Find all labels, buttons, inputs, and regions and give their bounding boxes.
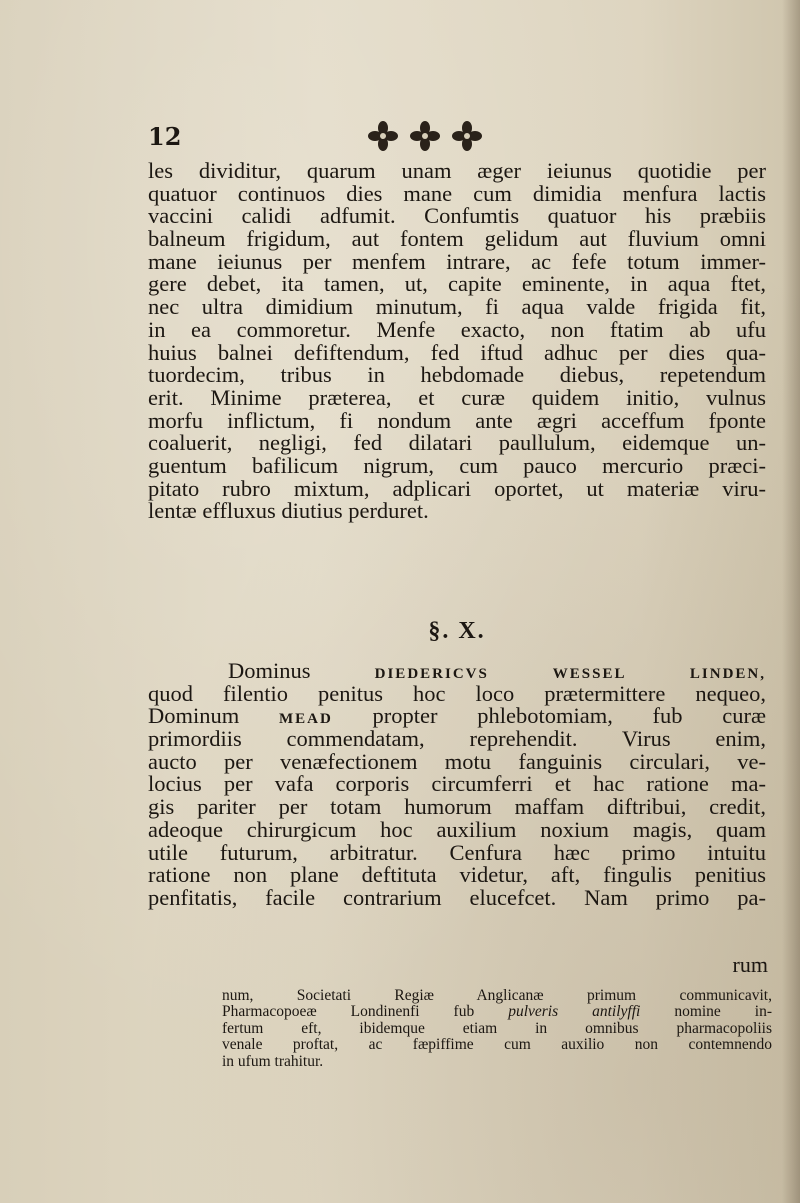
text-line — [148, 660, 766, 683]
text-line: gis pariter per totam humorum maffam diftribui, credit, — [148, 794, 766, 820]
footnote-line: num, Societati Regiæ Anglicanæ primum communicavit, — [222, 987, 772, 1004]
text-line: primordiis commendatam, reprehendit. Virus enim, — [148, 726, 766, 752]
fleuron-icon — [410, 120, 440, 152]
text-line: huius balnei defiftendum, fed iftud adhuc per dies qua- — [148, 339, 766, 365]
footnote-line: in ufum trahitur. — [222, 1052, 324, 1070]
text-line: vaccini calidi adfumit. Confumtis quatuor his præbiis — [148, 203, 766, 229]
text-line: quatuor continuos dies mane cum dimidia menfura lactis — [148, 180, 766, 206]
header-ornaments — [368, 120, 482, 152]
text-line: tuordecim, tribus in hebdomade diebus, repetendum — [148, 362, 766, 388]
text-span: propter phlebotomiam, fub curæ — [372, 703, 766, 729]
footnote-line: venale proftat, ac fæpiffime cum auxilio non contemnendo — [222, 1036, 772, 1054]
text-line: adeoque chirurgicum hoc auxilium noxium magis, quam — [148, 816, 766, 842]
text-span: nomine in- — [674, 1003, 773, 1021]
text-line: lentæ effluxus diutius perduret. — [148, 498, 429, 524]
page-header — [148, 120, 768, 160]
text-line: coaluerit, negligi, fed dilatari paullulum, eidemque un- — [148, 430, 766, 456]
text-line: aucto per venæfectionem motu fanguinis circulari, ve- — [148, 748, 766, 774]
person-name: MEAD — [278, 711, 333, 728]
footnote — [222, 988, 772, 1070]
footnote-line — [222, 1004, 772, 1020]
text-line: guentum bafilicum nigrum, cum pauco mercurio præci- — [148, 452, 766, 478]
text-line: les dividitur, quarum unam æger ieiunus quotidie per — [148, 158, 766, 183]
text-line: balneum frigidum, aut fontem gelidum aut fluvium omni — [148, 226, 766, 252]
fleuron-icon — [368, 120, 398, 152]
text-line: utile futurum, arbitratur. Cenfura hæc primo intuitu — [148, 839, 766, 865]
page-gutter-shadow — [782, 0, 800, 1203]
text-line: in ea commoretur. Menfe exacto, non ftatim ab ufu — [148, 316, 766, 342]
text-line: erit. Minime præterea, et curæ quidem initio, vulnus — [148, 384, 766, 410]
footnote-line: fertum eft, ibidemque etiam in omnibus pharmacopoliis — [222, 1019, 772, 1037]
italic-term: pulveris antilyffi — [508, 1003, 641, 1021]
catchword: rum — [732, 952, 768, 977]
page-number: 12 — [148, 122, 182, 151]
text-line — [148, 705, 766, 728]
person-name: DIEDERICVS WESSEL LINDEN, — [374, 666, 767, 682]
text-line: mane ieiunus per menfem intrare, ac fefe totum immer- — [148, 248, 766, 274]
section-heading: §. X. — [428, 618, 486, 644]
text-span: Dominus — [228, 658, 311, 683]
paragraph-2 — [148, 660, 766, 910]
text-line: locius per vafa corporis circumferri et hac ratione ma- — [148, 771, 766, 797]
text-line: ratione non plane deftituta videtur, aft, fingulis penitius — [148, 862, 766, 888]
text-line: penfitatis, facile contrarium elucefcet. Nam primo pa- — [148, 884, 766, 910]
fleuron-icon — [452, 120, 482, 152]
paragraph-1 — [148, 160, 766, 523]
text-span: Dominum — [148, 703, 240, 729]
text-line: gere debet, ita tamen, ut, capite eminente, in aqua ftet, — [148, 271, 766, 297]
text-line: morfu inflictum, fi nondum ante ægri acceffum fponte — [148, 407, 766, 433]
text-line: quod filentio penitus hoc loco prætermittere nequeo, — [148, 680, 766, 706]
text-line: pitato rubro mixtum, adplicari oportet, ut materiæ viru- — [148, 475, 766, 501]
text-span: Pharmacopoeæ Londinenfi fub — [222, 1003, 475, 1021]
text-line: nec ultra dimidium minutum, fi aqua valde frigida fit, — [148, 294, 766, 320]
